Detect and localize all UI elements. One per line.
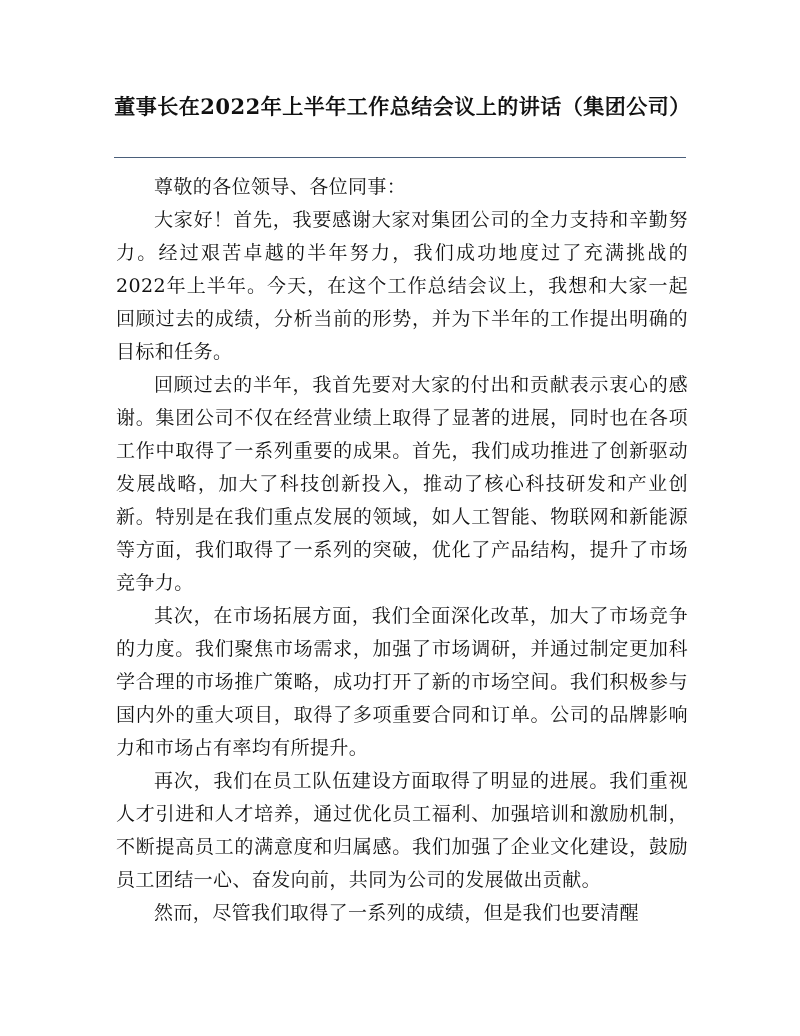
paragraph-greeting: 大家好！首先，我要感谢大家对集团公司的全力支持和辛勤努力。经过艰苦卓越的半年努力，我们成功地度过了充满挑战的2022年上半年。今天，在这个工作总结会议上，我想和大家一起回顾过去的成绩，分析当前的形势，并为下半年的工作提出明确的目标和任务。 <box>116 209 688 363</box>
paragraph-however: 然而，尽管我们取得了一系列的成绩，但是我们也要清醒 <box>154 902 640 924</box>
title-divider <box>114 157 686 158</box>
document-title: 董事长在2022年上半年工作总结会议上的讲话（集团公司） <box>114 94 691 119</box>
paragraph-market: 其次，在市场拓展方面，我们全面深化改革，加大了市场竞争的力度。我们聚焦市场需求，加强了市场调研，并通过制定更加科学合理的市场推广策略，成功打开了新的市场空间。我们积极参与国内外的重大项目，取得了多项重要合同和订单。公司的品牌影响力和市场占有率均有所提升。 <box>116 605 688 759</box>
document-body <box>116 171 688 930</box>
salutation: 尊敬的各位领导、各位同事： <box>154 176 407 198</box>
paragraph-review: 回顾过去的半年，我首先要对大家的付出和贡献表示衷心的感谢。集团公司不仅在经营业绩上取得了显著的进展，同时也在各项工作中取得了一系列重要的成果。首先，我们成功推进了创新驱动发展战略，加大了科技创新投入，推动了核心科技研发和产业创新。特别是在我们重点发展的领域，如人工智能、物联网和新能源等方面，我们取得了一系列的突破，优化了产品结构，提升了市场竞争力。 <box>116 374 688 594</box>
paragraph-staff: 再次，我们在员工队伍建设方面取得了明显的进展。我们重视人才引进和人才培养，通过优化员工福利、加强培训和激励机制，不断提高员工的满意度和归属感。我们加强了企业文化建设，鼓励员工团结一心、奋发向前，共同为公司的发展做出贡献。 <box>116 770 688 891</box>
